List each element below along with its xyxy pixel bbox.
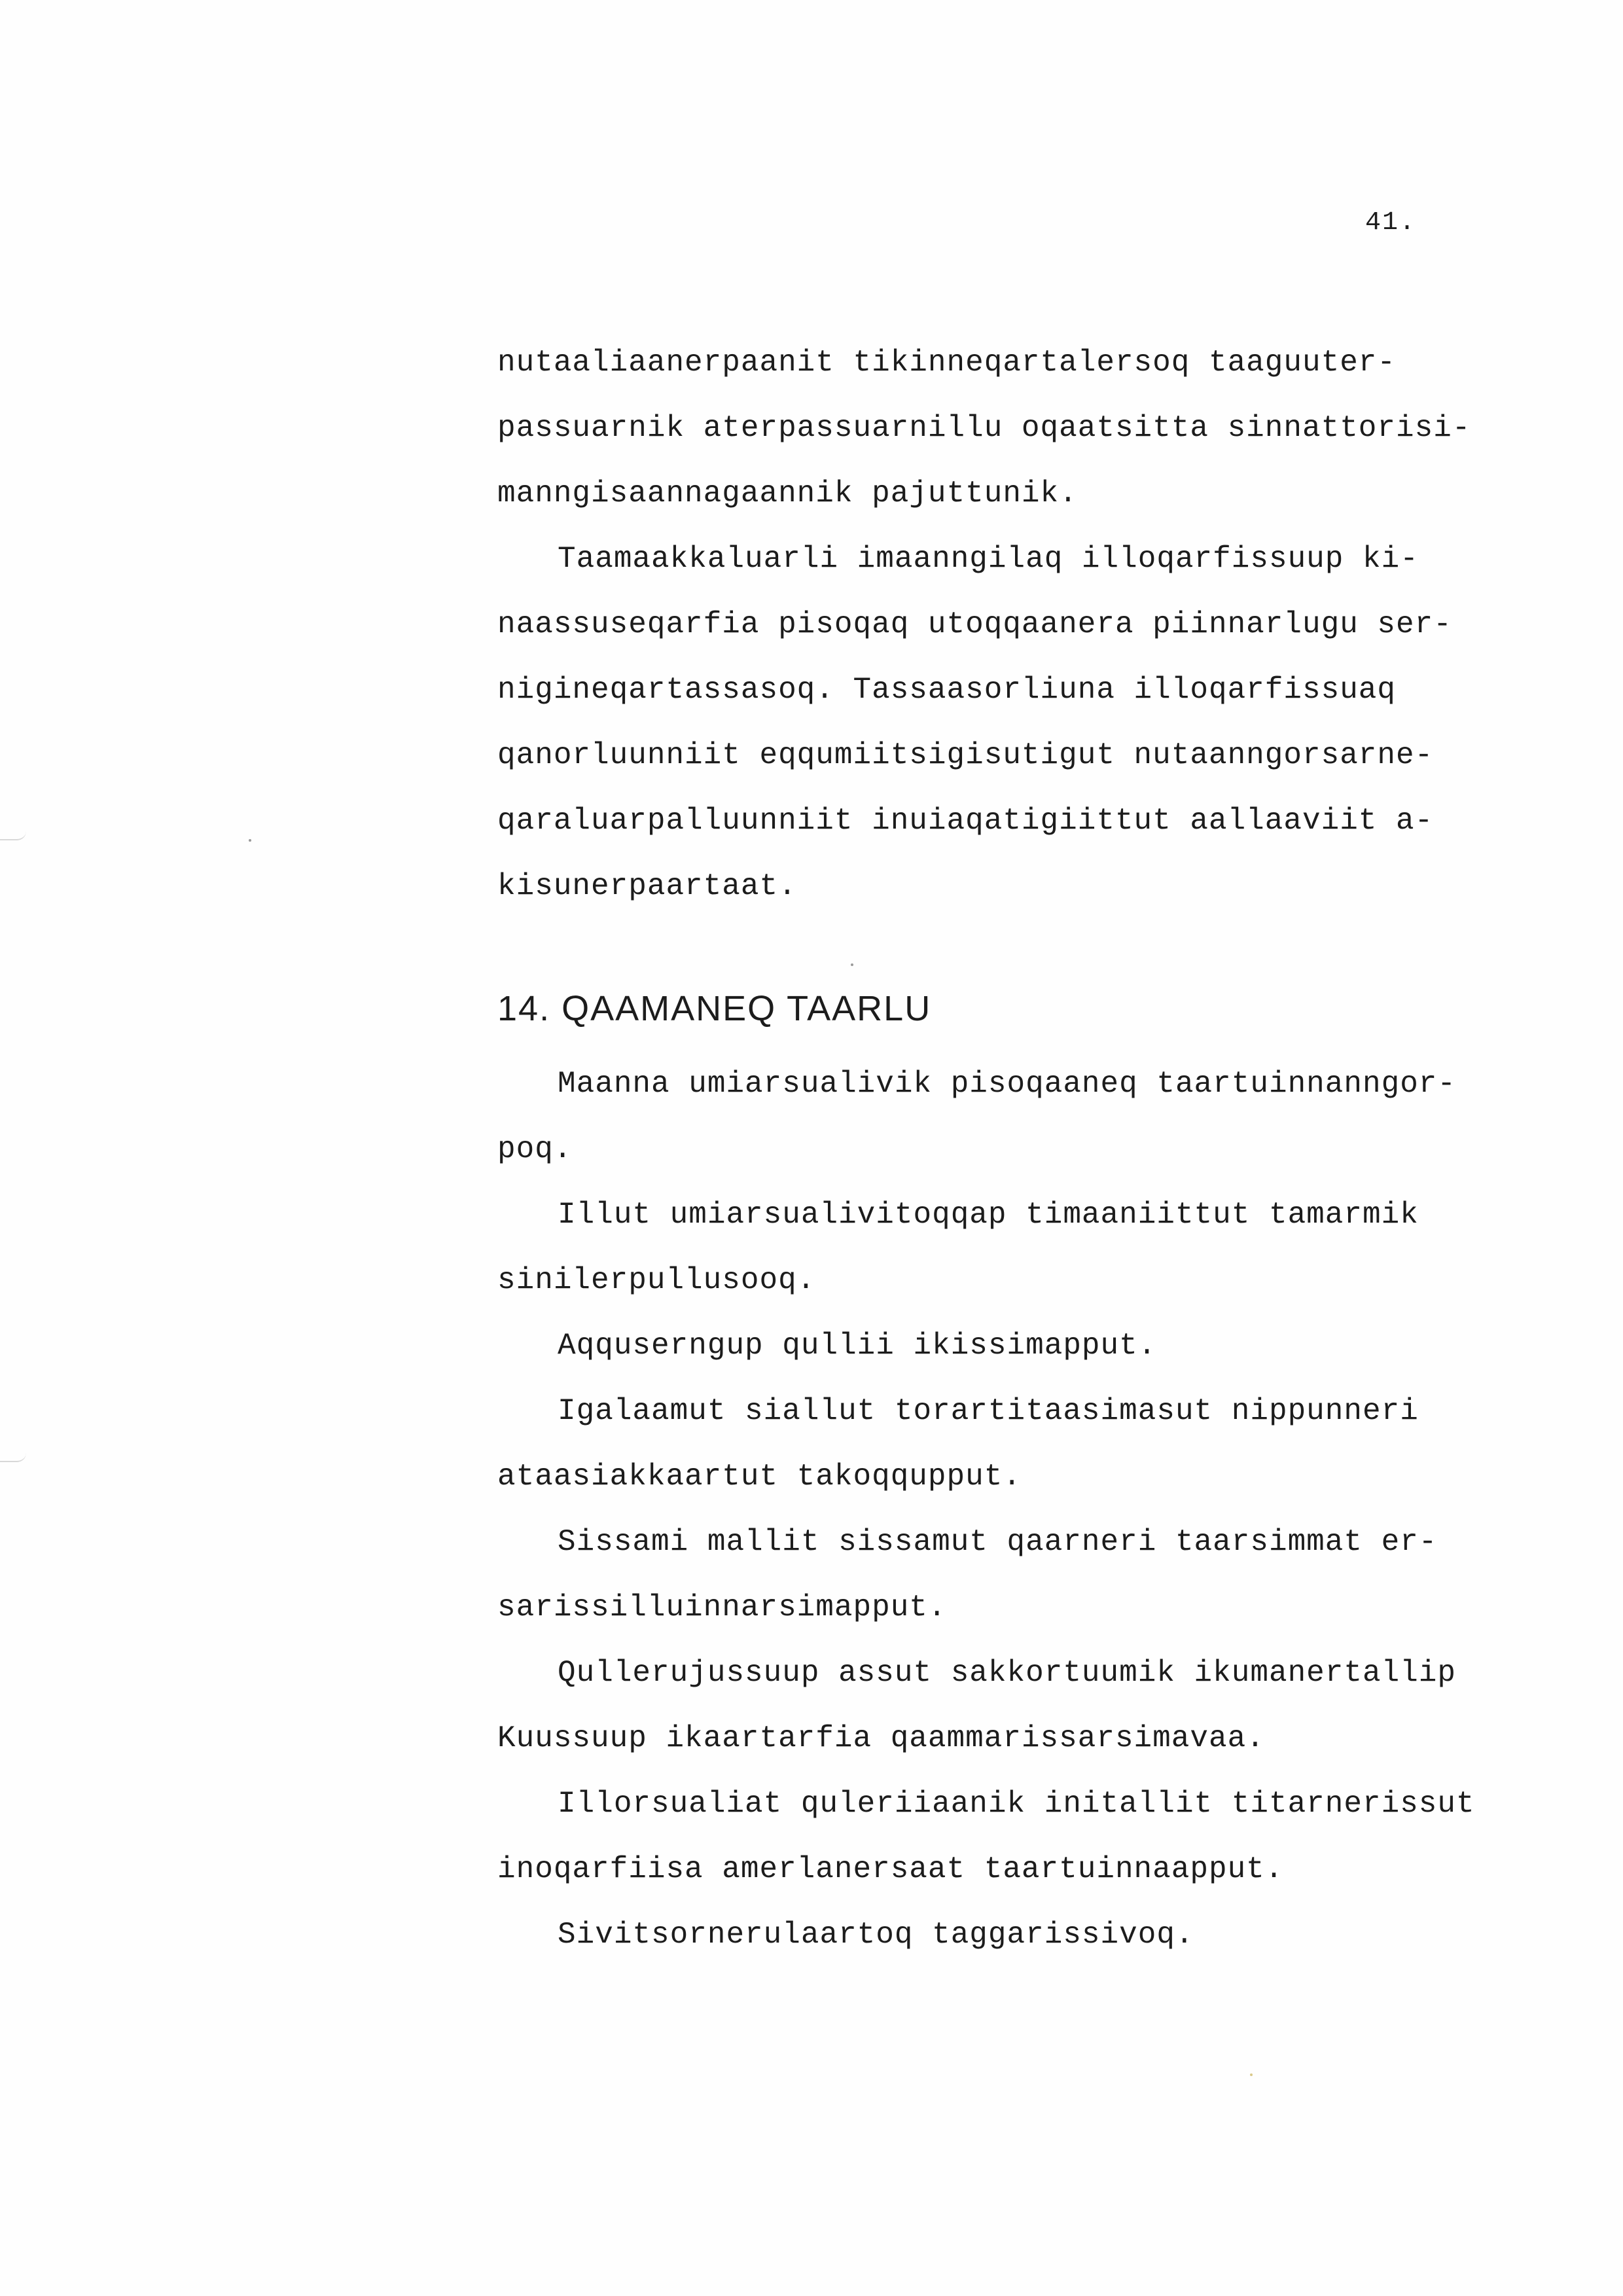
punch-hole-mark [0, 1453, 26, 1462]
poem-line: ataasiakkaartut takoqqupput. [497, 1460, 1022, 1494]
text-line: qanorluunniit eqqumiitsigisutigut nutaanngorsarne- [497, 738, 1434, 772]
punch-hole-mark [0, 831, 26, 840]
poem-line: Sivitsornerulaartoq taggarissivoq. [558, 1918, 1194, 1952]
paper-speck [1250, 2073, 1253, 2076]
poem-line: Aqquserngup qullii ikissimapput. [558, 1329, 1157, 1363]
text-line: manngisaannagaannik pajuttunik. [497, 476, 1078, 511]
poem-line: Illut umiarsualivitoqqap timaaniittut tamarmik [558, 1198, 1419, 1232]
text-line: kisunerpaartaat. [497, 869, 797, 903]
poem-line: sinilerpullusooq. [497, 1263, 816, 1297]
text-line: Taamaakkaluarli imaanngilaq illoqarfissuup ki- [558, 542, 1419, 576]
poem-line: sarissilluinnarsimapput. [497, 1590, 947, 1624]
poem-line: inoqarfiisa amerlanersaat taartuinnaapput. [497, 1852, 1284, 1886]
section-heading: 14. QAAMANEQ TAARLU [497, 989, 932, 1028]
poem-line: Maanna umiarsualivik pisoqaaneq taartuinnanngor- [558, 1067, 1457, 1101]
page-number: 41. [1365, 208, 1417, 238]
paper-speck [249, 839, 251, 842]
text-line: nigineqartassasoq. Tassaasorliuna illoqarfissuaq [497, 673, 1397, 707]
poem-line: Illorsualiat quleriiaanik initallit titarnerissut [558, 1787, 1475, 1821]
text-line: passuarnik aterpassuarnillu oqaatsitta sinnattorisi- [497, 411, 1471, 445]
poem-line: Kuussuup ikaartarfia qaammarissarsimavaa. [497, 1721, 1265, 1755]
poem-line: Sissami mallit sissamut qaarneri taarsimmat er- [558, 1525, 1438, 1559]
paper-speck [851, 963, 853, 966]
poem-line: poq. [497, 1132, 573, 1166]
text-line: nutaaliaanerpaanit tikinneqartalersoq taaguuter- [497, 346, 1397, 380]
poem-line: Qullerujussuup assut sakkortuumik ikumanertallip [558, 1656, 1457, 1690]
poem-line: Igalaamut siallut torartitaasimasut nippunneri [558, 1394, 1419, 1428]
text-line: qaraluarpalluunniit inuiaqatigiittut aallaaviit a- [497, 804, 1434, 838]
text-line: naassuseqarfia pisoqaq utoqqaanera piinnarlugu ser- [497, 607, 1452, 641]
